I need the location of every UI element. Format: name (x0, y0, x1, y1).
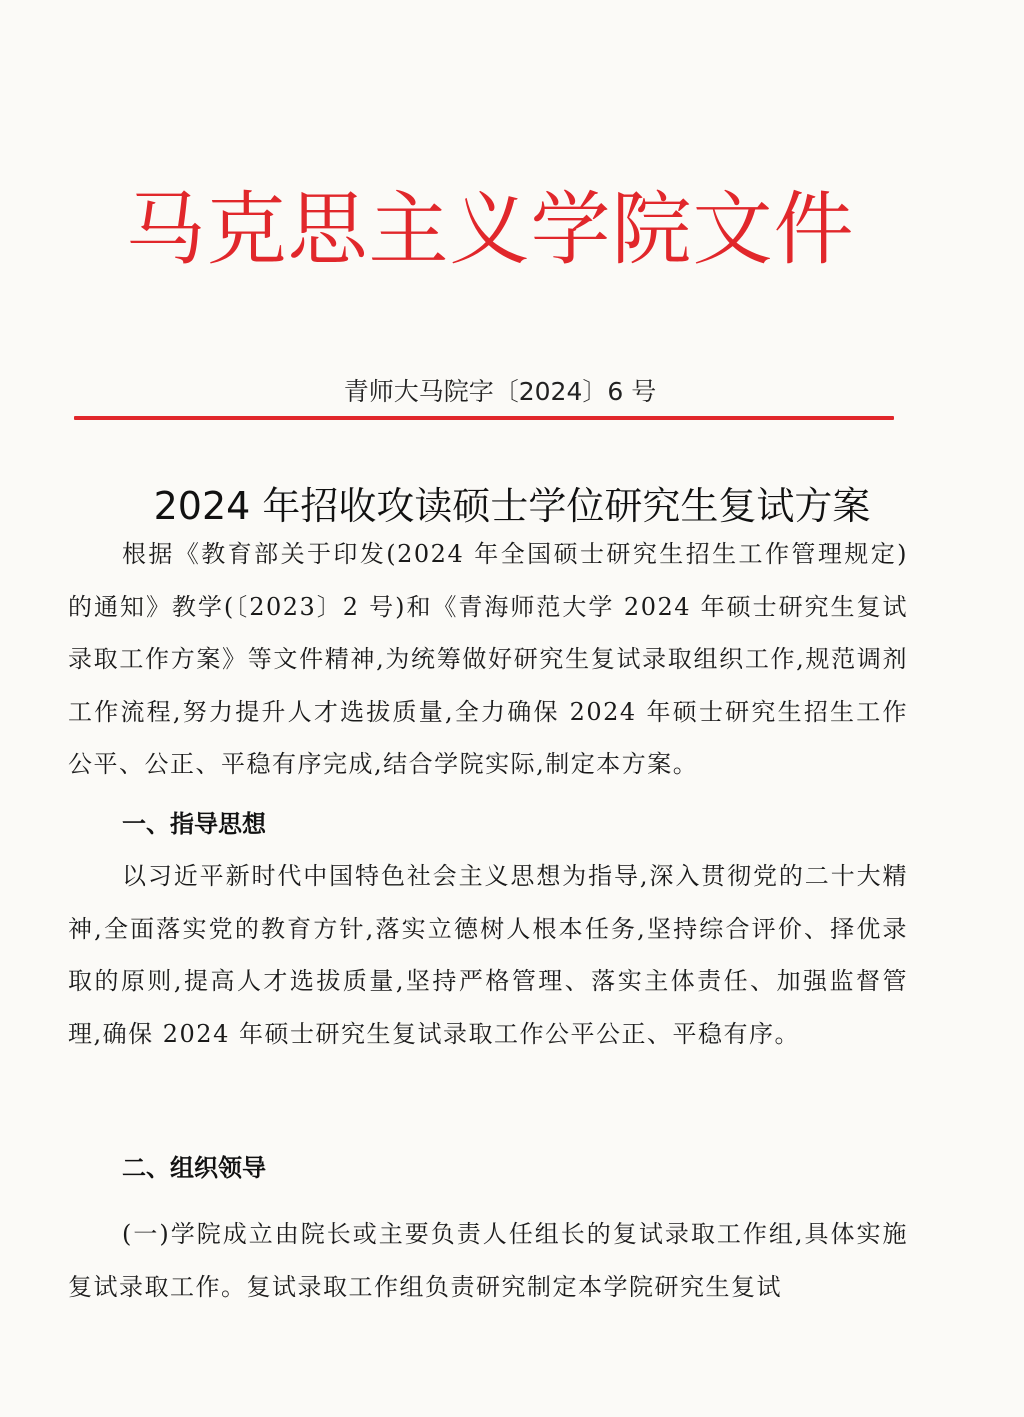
document-number: 青师大马院字〔2024〕6 号 (343, 377, 657, 406)
document-title: 2024 年招收攻读硕士学位研究生复试方案 (153, 484, 871, 528)
intro-paragraph: 根据《教育部关于印发(2024 年全国硕士研究生招生工作管理规定)的通知》教学(〔2023〕2 号)和《青海师范大学 2024 年硕士研究生复试录取工作方案》等文件精神,为统筹做好研究生复试录取组织工作,规范调剂工作流程,努力提升人才选拔质量,全力确保 2024 年硕士研究生招生工作公平、公正、平稳有序完成,结合学院实际,制定本方案。 (68, 540, 908, 778)
red-divider-rule (74, 416, 894, 420)
org-header-title: 马克思主义学院文件 (125, 183, 855, 276)
section-two-paragraph: (一)学院成立由院长或主要负责人任组长的复试录取工作组,具体实施复试录取工作。复试录取工作组负责研究制定本学院研究生复试 (68, 1220, 908, 1301)
section-two-heading: 二、组织领导 (122, 1154, 266, 1182)
section-one-paragraph: 以习近平新时代中国特色社会主义思想为指导,深入贯彻党的二十大精神,全面落实党的教育方针,落实立德树人根本任务,坚持综合评价、择优录取的原则,提高人才选拔质量,坚持严格管理、落实主体责任、加强监督管理,确保 2024 年硕士研究生复试录取工作公平公正、平稳有序。 (68, 862, 908, 1048)
section-one-heading: 一、指导思想 (122, 810, 266, 838)
